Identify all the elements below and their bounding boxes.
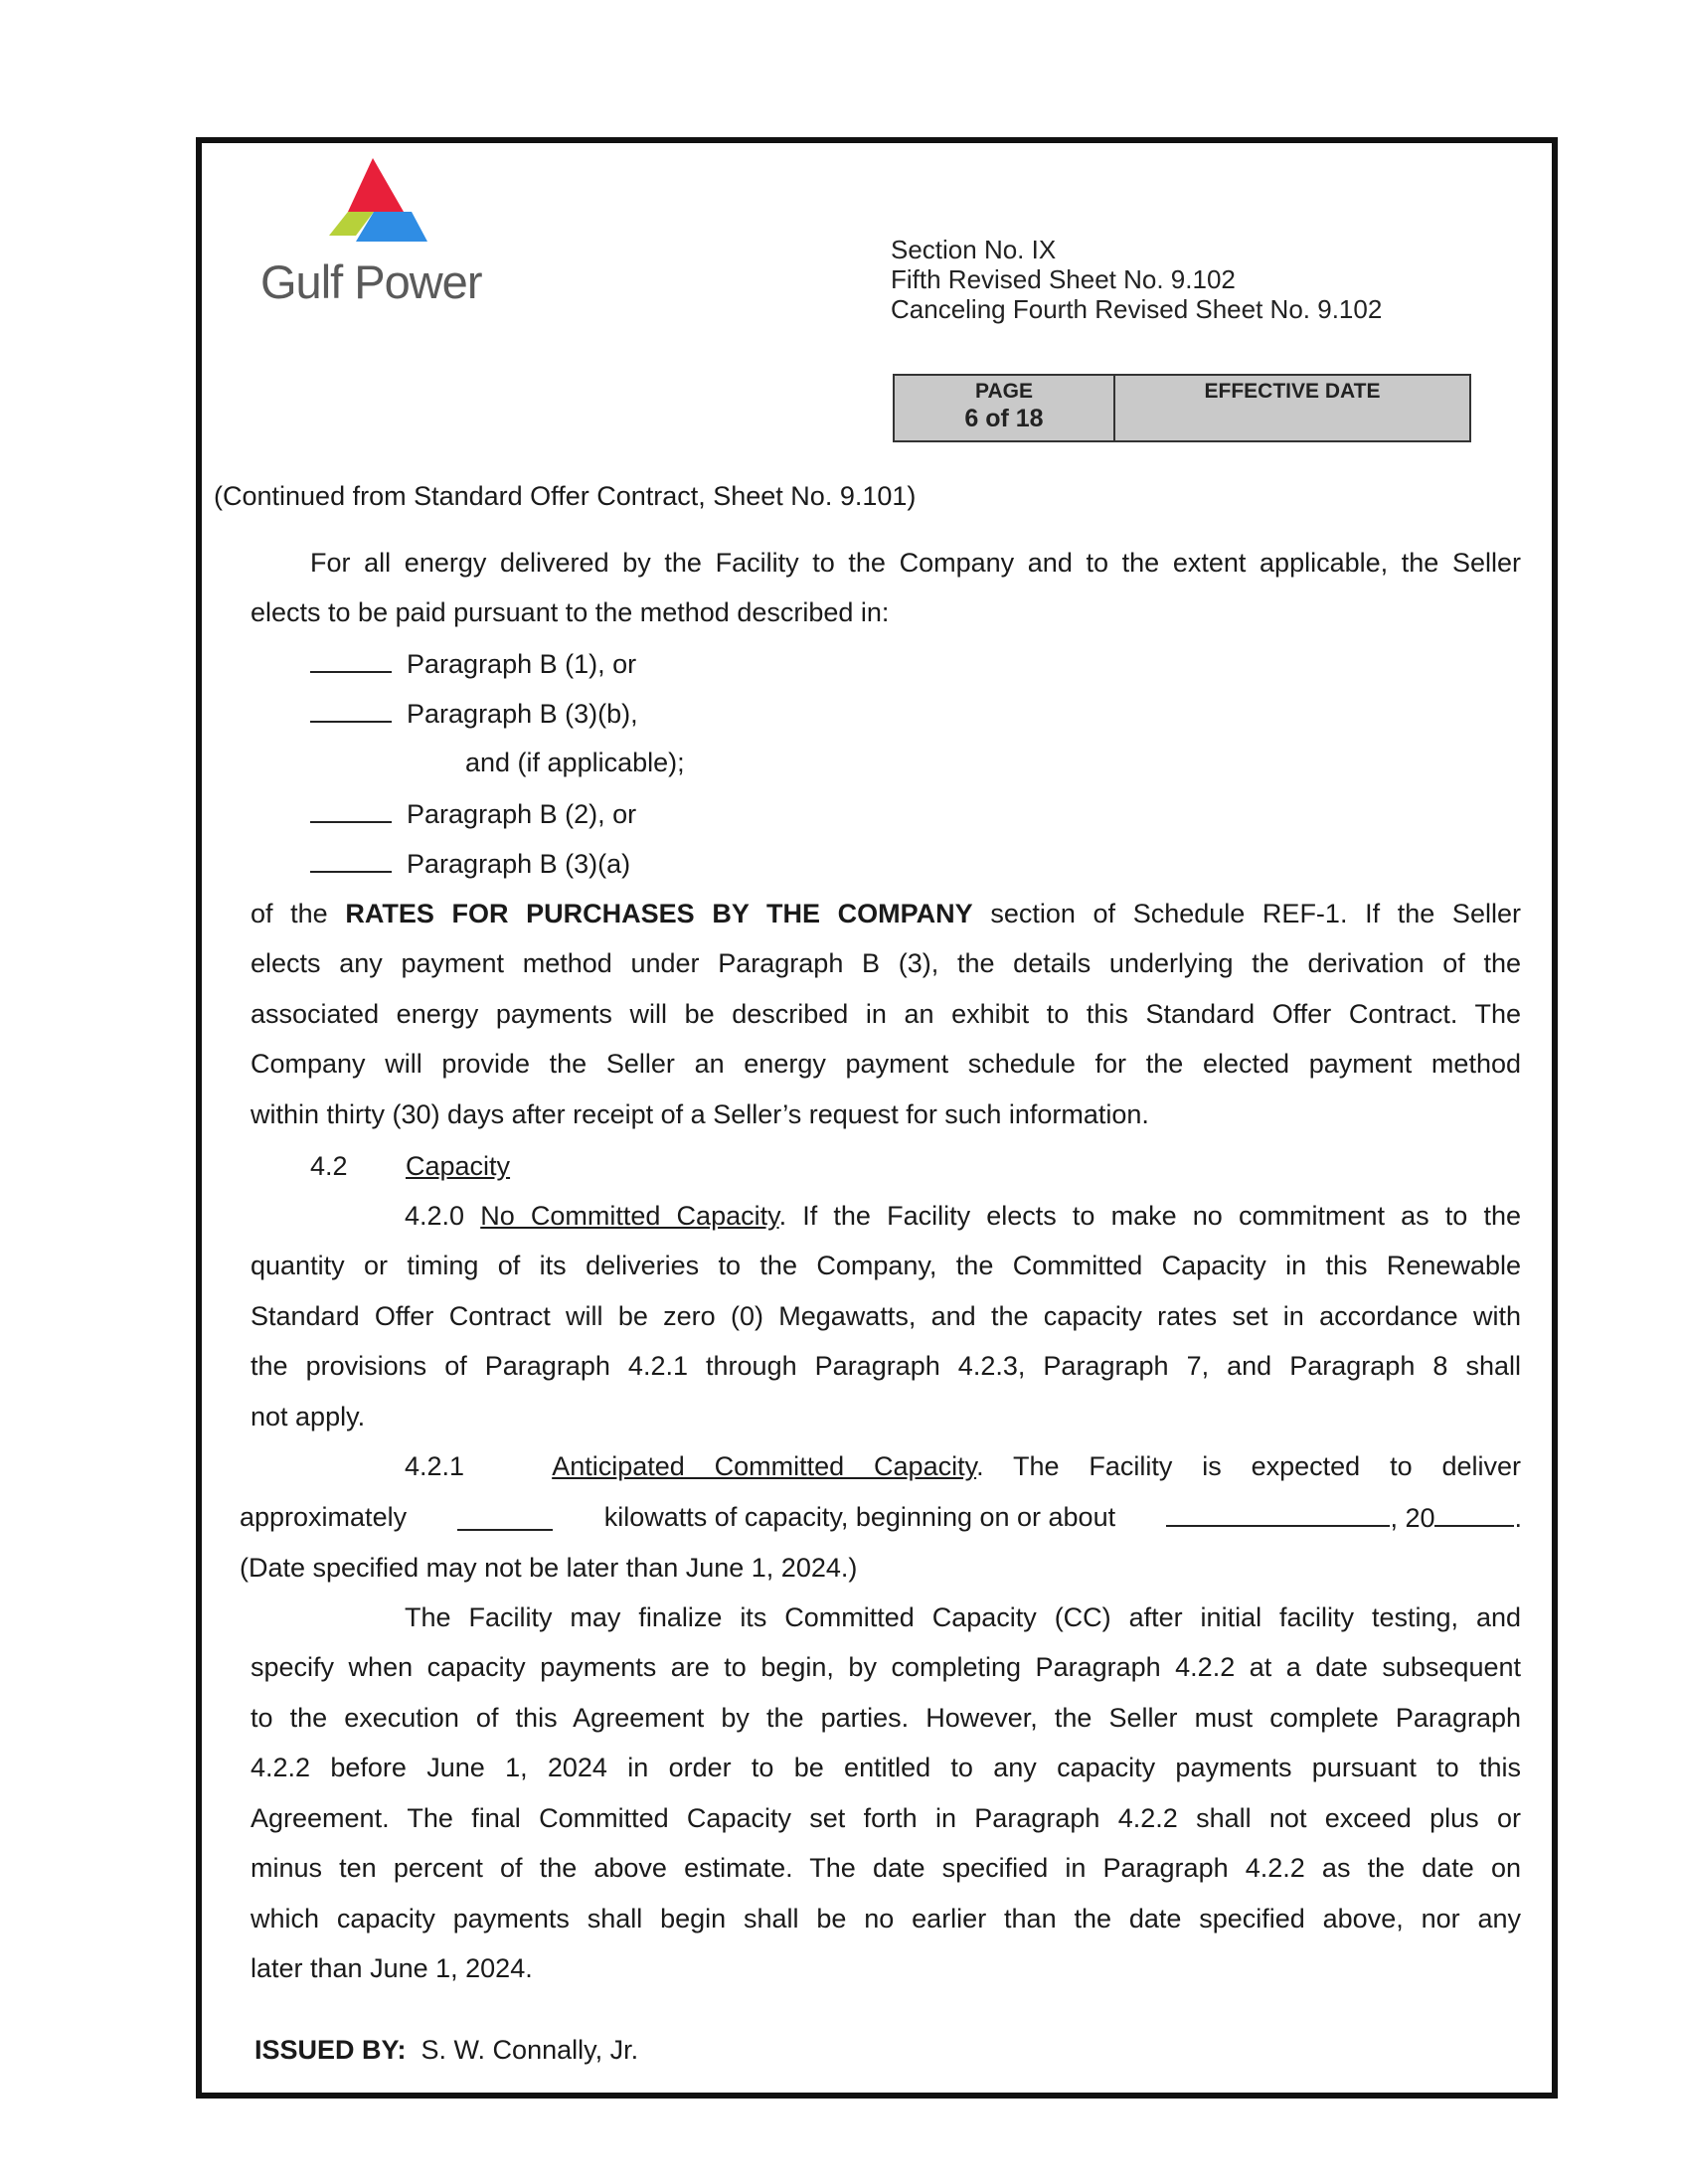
- finalize-line-2: specify when capacity payments are to begin, by completing Paragraph 4.2.2 at a date subsequent: [251, 1652, 1521, 1682]
- section-4-2-title: Capacity: [406, 1151, 511, 1181]
- canceling-sheet: Canceling Fourth Revised Sheet No. 9.102: [891, 294, 1383, 324]
- section-number: Section No. IX: [891, 235, 1057, 264]
- issued-by: [254, 2034, 638, 2066]
- option-b3b: [310, 697, 638, 730]
- kilowatts-blank: [457, 1505, 553, 1531]
- rates-line-3: associated energy payments will be described in an exhibit to this Standard Offer Contract. The: [251, 999, 1521, 1029]
- p420-line-1-post: . If the Facility elects to make no commitment as to the: [778, 1201, 1521, 1231]
- p420-number: 4.2.0: [405, 1201, 465, 1231]
- sheet-number: Fifth Revised Sheet No. 9.102: [891, 264, 1236, 294]
- and-if-applicable: and (if applicable);: [465, 748, 685, 777]
- issued-by-label: ISSUED BY:: [254, 2035, 407, 2065]
- page-label: PAGE: [975, 380, 1033, 403]
- p421-line-1: [405, 1450, 1521, 1482]
- finalize-line-7: which capacity payments shall begin shall be no earlier than the date specified above, nor any: [251, 1904, 1521, 1933]
- page-value: 6 of 18: [964, 405, 1044, 432]
- logo-text: Gulf Power: [260, 255, 482, 308]
- issued-by-name: S. W. Connally, Jr.: [420, 2035, 639, 2065]
- sheet-info: [891, 235, 1382, 324]
- p420-line-4: the provisions of Paragraph 4.2.1 through Paragraph 4.2.3, Paragraph 7, and Paragraph 8 shall: [251, 1351, 1521, 1381]
- option-b3b-blank: [310, 697, 392, 723]
- option-b3a: [310, 847, 630, 880]
- p420-title: No Committed Capacity: [480, 1201, 779, 1231]
- option-b1-blank: [310, 647, 392, 673]
- option-b2-label: Paragraph B (2), or: [407, 799, 637, 829]
- p421-period: .: [1514, 1503, 1522, 1533]
- option-b1: [310, 647, 636, 680]
- section-4-2-number: 4.2: [310, 1151, 348, 1181]
- option-b2: [310, 797, 636, 830]
- p421-number: 4.2.1: [405, 1451, 465, 1481]
- option-b1-label: Paragraph B (1), or: [407, 649, 637, 679]
- logo-red-triangle: [348, 158, 404, 212]
- p421-line-1-post: . The Facility is expected to deliver: [976, 1451, 1521, 1481]
- p421-approximately: approximately: [240, 1502, 408, 1532]
- option-b3b-label: Paragraph B (3)(b),: [407, 699, 638, 729]
- p421-title: Anticipated Committed Capacity: [552, 1451, 977, 1481]
- finalize-line-6: minus ten percent of the above estimate. The date specified in Paragraph 4.2.2 as the date on: [251, 1853, 1521, 1883]
- rates-line-2: elects any payment method under Paragraph B (3), the details underlying the derivation of the: [251, 948, 1521, 978]
- rates-line-1-post: section of Schedule REF-1. If the Seller: [990, 899, 1521, 928]
- page-cell: [895, 376, 1115, 440]
- intro-line-2: elects to be paid pursuant to the method described in:: [251, 597, 890, 627]
- effective-date-cell: [1115, 376, 1469, 440]
- finalize-line-3: to the execution of this Agreement by the parties. However, the Seller must complete Paragraph: [251, 1703, 1521, 1733]
- rates-line-4: Company will provide the Seller an energy payment schedule for the elected payment method: [251, 1049, 1521, 1079]
- page-effective-date-box: [893, 374, 1471, 442]
- p421-line-3: (Date specified may not be later than June 1, 2024.): [240, 1553, 858, 1583]
- rates-line-1-pre: of the: [251, 899, 328, 928]
- rates-line-1: [251, 898, 1521, 929]
- rates-line-5: within thirty (30) days after receipt of a Seller’s request for such information.: [251, 1099, 1149, 1129]
- p421-year-prefix: , 20: [1390, 1503, 1435, 1533]
- p421-line-2: [240, 1501, 1522, 1534]
- p421-kilowatts-text: kilowatts of capacity, beginning on or about: [603, 1502, 1116, 1532]
- date-blank: [1166, 1501, 1390, 1527]
- p420-line-5: not apply.: [251, 1402, 366, 1431]
- finalize-line-4: 4.2.2 before June 1, 2024 in order to be entitled to any capacity payments pursuant to this: [251, 1753, 1521, 1782]
- option-b2-blank: [310, 797, 392, 823]
- year-blank: [1434, 1501, 1514, 1527]
- intro-line-1: For all energy delivered by the Facility to the Company and to the extent applicable, the Seller: [310, 548, 1521, 578]
- finalize-line-1: The Facility may finalize its Committed Capacity (CC) after initial facility testing, and: [405, 1602, 1521, 1632]
- option-b3a-label: Paragraph B (3)(a): [407, 849, 631, 879]
- rates-heading: RATES FOR PURCHASES BY THE COMPANY: [345, 899, 973, 928]
- p420-line-2: quantity or timing of its deliveries to the Company, the Committed Capacity in this Renewable: [251, 1251, 1521, 1280]
- effective-date-label: EFFECTIVE DATE: [1204, 380, 1381, 403]
- option-b3a-blank: [310, 847, 392, 873]
- p420-line-3: Standard Offer Contract will be zero (0) Megawatts, and the capacity rates set in accordance with: [251, 1301, 1521, 1331]
- finalize-line-8: later than June 1, 2024.: [251, 1953, 533, 1983]
- finalize-line-5: Agreement. The final Committed Capacity set forth in Paragraph 4.2.2 shall not exceed plus or: [251, 1803, 1521, 1833]
- continued-note: (Continued from Standard Offer Contract, Sheet No. 9.101): [214, 481, 917, 511]
- p420-line-1: [405, 1200, 1521, 1232]
